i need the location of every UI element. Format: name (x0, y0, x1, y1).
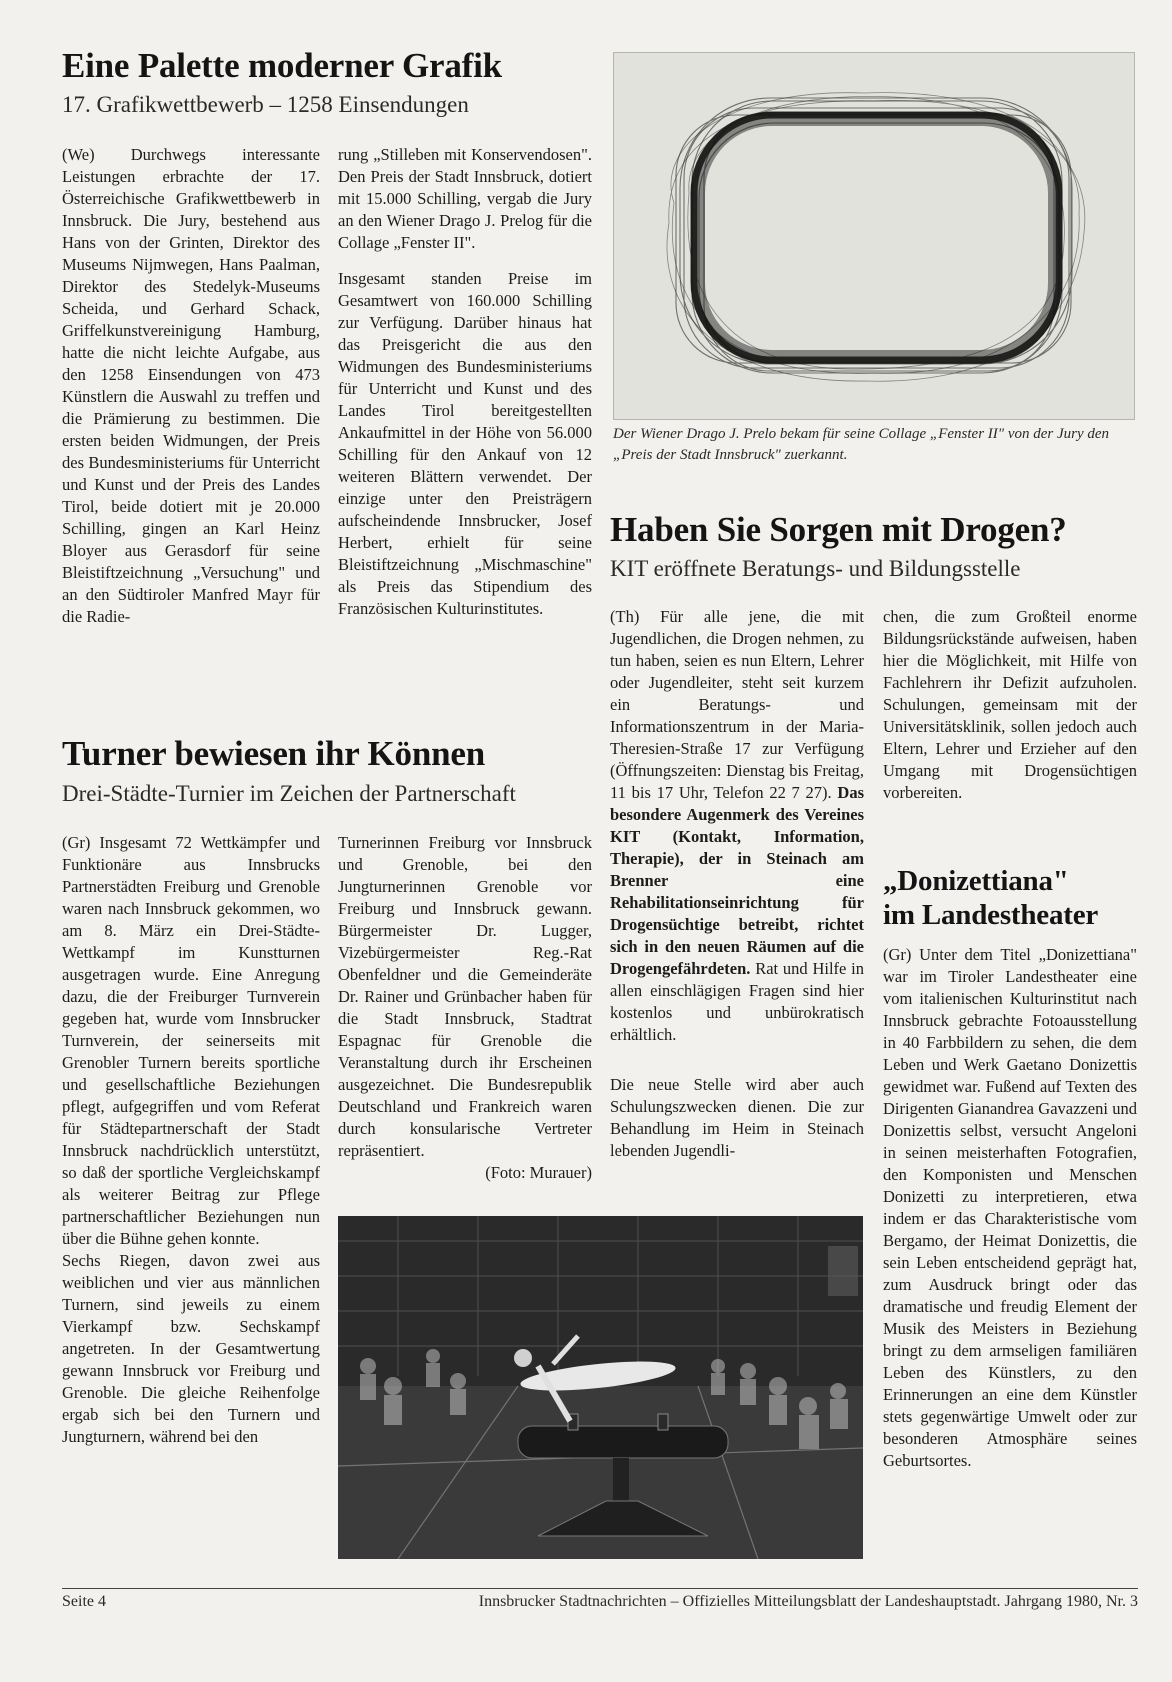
article4-title-line2: im Landestheater (883, 899, 1099, 931)
scribble-drawing (614, 53, 1134, 419)
article1-text: Insgesamt standen Preise im Gesamtwert von 160.000 Schilling zur Verfügung. Darüber hinaus hat das Preisgericht die aus den Widmungen des Bundesministeriums für Unterricht und Kunst und des Landes Tirol bereitgestellten Ankaufmittel in der Höhe von 56.000 Schilling für den Ankauf von 12 weiteren Blättern verwendet. Der einzige unter den Preisträgern aufscheindende Innsbrucker, Josef Herbert, erhielt für seine Bleistiftzeichnung „Mischmaschine" als Preis das Stipendium des Französischen Kulturinstitutes. (338, 269, 592, 618)
article3-column-2 (883, 606, 1137, 804)
article1-column-2 (338, 144, 592, 620)
article2-text: Sechs Riegen, davon zwei aus weiblichen und vier aus männlichen Turnern, sind jeweils zu einem Vierkampf bzw. Sechskampf angetreten. In der Gesamtwertung gewann Innsbruck vor Freiburg und Grenoble. Die gleiche Reihenfolge ergab sich bei den Turnern und Jungturnern, während bei den (62, 1251, 320, 1446)
footer-page-number: Seite 4 (62, 1593, 106, 1610)
article1-text: rung „Stilleben mit Konservendosen". Den Preis der Stadt Innsbruck, dotiert mit 15.000 Schilling, vergab die Jury an den Wiener Drago J. Prelog für die Collage „Fenster II". (338, 145, 592, 252)
footer-rule (62, 1588, 1138, 1589)
gymnastics-photo (338, 1216, 863, 1559)
article2-title: Turner bewiesen ihr Können (62, 734, 485, 773)
collage-fenster-ii-image (613, 52, 1135, 420)
article4-title-line1: „Donizettiana" (883, 865, 1069, 897)
article1-subtitle: 17. Grafikwettbewerb – 1258 Einsendungen (62, 92, 469, 117)
article1-column-1 (62, 144, 320, 628)
article2-subtitle: Drei-Städte-Turnier im Zeichen der Partnerschaft (62, 781, 516, 806)
article3-text: chen, die zum Großteil enorme Bildungsrückstände aufweisen, haben hier die Möglichkeit, mit Hilfe von Fachlehrern ihr Defizit aufzuholen. Schulungen, gemeinsam mit der Universitätsklinik, sollen jedoch auch Eltern, Lehrer und Erzieher auf den Umgang mit Drogensüchtigen vorbereiten. (883, 607, 1137, 802)
figure-caption: Der Wiener Drago J. Prelo bekam für seine Collage „Fenster II" von der Jury den „Preis der Stadt Innsbruck" zuerkannt. (613, 426, 1110, 463)
article1-text: (We) Durchwegs interessante Leistungen erbrachte der 17. Österreichische Grafikwettbewerb in Innsbruck. Die Jury, bestehend aus Hans von der Grinten, Direktor des Museums Nijmwegen, Hans Paalman, Direktor des Stedelyk-Museums Scheida, und Gerhard Schack, Griffelkunstvereinigung Hamburg, hatte die nicht leichte Aufgabe, aus den 1258 Einsendungen von 473 Künstlern die Auswahl zu treffen und die Prämierung zu bestimmen. Die ersten beiden Widmungen, der Preis des Bundesministeriums für Unterricht und Kunst und der Preis des Landes Tirol, beide dotiert mit je 20.000 Schilling, gingen an Karl Heinz Bloyer aus Gerasdorf für seine Bleistiftzeichnung „Versuchung" und an den Südtiroler Manfred Mayr für die Radie- (62, 145, 320, 626)
pommel-horse-scene (338, 1216, 863, 1559)
article4-column (883, 944, 1137, 1472)
article3-text: (Th) Für alle jene, die mit Jugendlichen, die Drogen nehmen, zu tun haben, seien es nun Eltern, Lehrer oder Jugendleiter, steht seit kurzem ein Beratungs- und Informationszentrum in der Maria-Theresien-Straße 17 zur Verfügung (Öffnungszeiten: Dienstag bis Freitag, 11 bis 17 Uhr, Telefon 22 7 27). (610, 607, 864, 802)
article3-bold-text: Das besondere Augenmerk des Vereines KIT (Kontakt, Information, Therapie), der in Steinach am Brenner eine Rehabilitationseinrichtung für Drogensüchtige betreibt, richtet sich in den neuen Räumen auf die Drogengefährdeten. (610, 783, 865, 978)
article3-text: Rat und Hilfe in allen einschlägigen Fragen sind hier kostenlos und unbürokratisch erhältlich. (610, 959, 865, 1044)
article3-column-1 (610, 606, 864, 1162)
article1-title: Eine Palette moderner Grafik (62, 46, 502, 85)
article2-column-1 (62, 832, 320, 1448)
article3-subtitle: KIT eröffnete Beratungs- und Bildungsstelle (610, 556, 1021, 581)
article3-title: Haben Sie Sorgen mit Drogen? (610, 510, 1067, 549)
article4-text: (Gr) Unter dem Titel „Donizettiana" war im Tiroler Landestheater eine vom italienischen Kulturinstitut nach Innsbruck gebrachte Fotoausstellung in 40 Farbbildern zu sehen, die dem Leben und Werk Gaetano Donizettis gewidmet war. Fußend auf Texten des Dirigenten Gianandrea Gavazzeni und Donizettis selbst, versucht Angeloni in seinen meisterhaften Fotografien, den Komponisten und Menschen Donizetti zu interpretieren, etwa indem er das Charakteristische vom Bergamo, der Heimat Donizettis, die sein Leben entscheidend geprägt hat, zum Ausdruck bringt oder das dramatische und freudig Element der Musik des Meisters in Beziehung bringt zu dem armseligen familiären Leben des Künstlers, zu den Erinnerungen an eine dem Künstler stets gegenwärtige Umwelt oder zur besonderen Atmosphäre seines Geburtsortes. (883, 945, 1137, 1470)
article4-title (883, 864, 1143, 932)
article2-text: Turnerinnen Freiburg vor Innsbruck und Grenoble, bei den Jungturnerinnen Grenoble vor Freiburg und Innsbruck gewann. Bürgermeister Dr. Lugger, Vizebürgermeister Reg.-Rat Obenfeldner und die Gemeinderäte Dr. Rainer und Grünbacher haben für die Stadt Innsbruck, Stadtrat Espagnac für Grenoble die Veranstaltung durch ihr Erscheinen ausgezeichnet. Die Bundesrepublik Deutschland und Frankreich waren durch konsularische Vertreter repräsentiert. (338, 833, 592, 1160)
photo-credit: (Foto: Murauer) (485, 1163, 592, 1182)
article2-text: (Gr) Insgesamt 72 Wettkämpfer und Funktionäre aus Innsbrucks Partnerstädten Freiburg und Grenoble waren nach Innsbruck gekommen, wo am 8. März ein Drei-Städte-Wettkampf im Kunstturnen ausgetragen wurde. Eine Anregung dazu, die der Freiburger Turnverein gegeben hat, wurde vom Innsbrucker Turnverein, der seinerseits mit Grenobler Turnern bereits sportliche und gesellschaftliche Beziehungen pflegt, aufgegriffen und vom Referat für Städtepartnerschaft der Stadt Innsbruck nachdrücklich unterstützt, so daß der sportliche Vergleichskampf als weiterer Beitrag zur Pflege partnerschaftlicher Beziehungen nun über die Bühne gehen konnte. (62, 833, 320, 1248)
article2-column-2 (338, 832, 592, 1184)
footer-publication: Innsbrucker Stadtnachrichten – Offizielles Mitteilungsblatt der Landeshauptstadt. Jahrgang 1980, Nr. 3 (478, 1593, 1138, 1610)
article3-text: Die neue Stelle wird aber auch Schulungszwecken dienen. Die zur Behandlung im Heim in Steinach lebenden Jugendli- (610, 1075, 864, 1160)
